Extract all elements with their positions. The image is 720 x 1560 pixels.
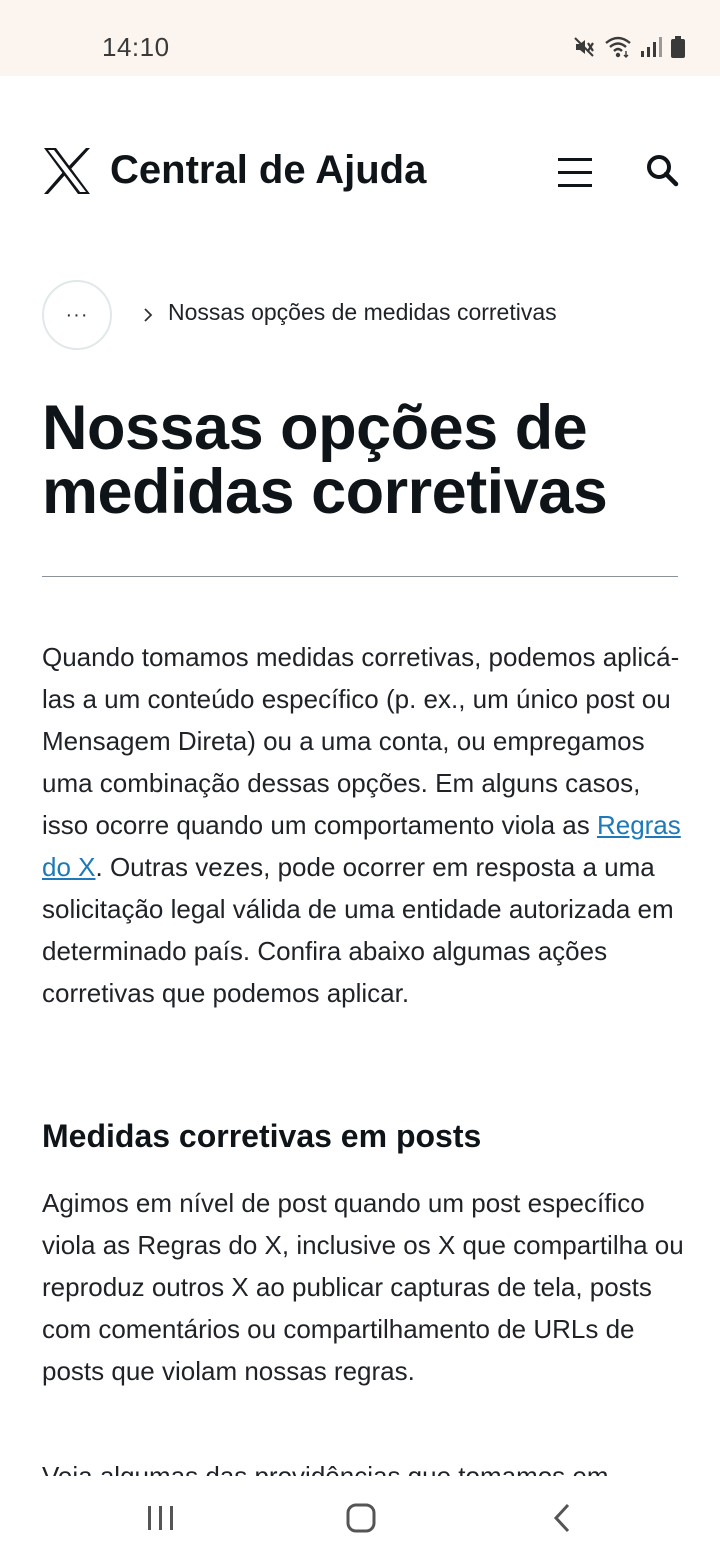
home-icon[interactable] [346, 1502, 376, 1534]
next-paragraph-partial [42, 1455, 688, 1475]
intro-text-end: . Outras vezes, pode ocorrer em resposta a uma solicitação legal válida de uma entidade autorizada em determinado país. Confira abaixo algumas ações corretivas que podemos aplicar. [42, 852, 674, 1008]
system-nav-bar [0, 1476, 720, 1560]
breadcrumb-current[interactable]: Nossas opções de medidas corretivas [168, 299, 557, 325]
status-bar [0, 0, 720, 76]
recents-icon[interactable] [146, 1504, 176, 1532]
back-icon[interactable] [552, 1502, 572, 1534]
section-heading: Medidas corretivas em posts [42, 1118, 482, 1154]
divider [42, 576, 678, 577]
wifi-icon [604, 35, 632, 59]
status-time: 14:10 [102, 32, 170, 62]
section-paragraph: Agimos em nível de post quando um post específico viola as Regras do X, inclusive os X que compartilha ou reproduz outros X ao publicar capturas de tela, posts com comentários ou compartilhamento de URLs de posts que violam nossas regras. [42, 1188, 684, 1386]
breadcrumb-more-button[interactable]: ··· [42, 280, 112, 350]
intro-text-start: Quando tomamos medidas corretivas, podemos aplicá-las a um conteúdo específico (p. ex., um único post ou Mensagem Direta) ou a uma conta, ou empregamos uma combinação dessas opções. Em alguns casos, isso ocorre quando um comportamento viola as [42, 642, 680, 840]
status-icons [572, 34, 686, 60]
x-logo[interactable] [42, 146, 92, 196]
rules-link[interactable]: Regras do X [42, 810, 681, 882]
signal-icon [640, 36, 662, 58]
chevron-right-icon [142, 306, 154, 324]
site-header [42, 140, 678, 204]
hamburger-menu-icon[interactable] [556, 154, 596, 190]
page-title: Nossas opções de medidas corretivas [42, 393, 608, 527]
breadcrumb [42, 280, 678, 350]
search-icon[interactable] [644, 152, 680, 188]
battery-icon [670, 35, 686, 59]
mute-icon [572, 35, 596, 59]
intro-paragraph [42, 636, 688, 1014]
site-title[interactable]: Central de Ajuda [110, 148, 427, 192]
